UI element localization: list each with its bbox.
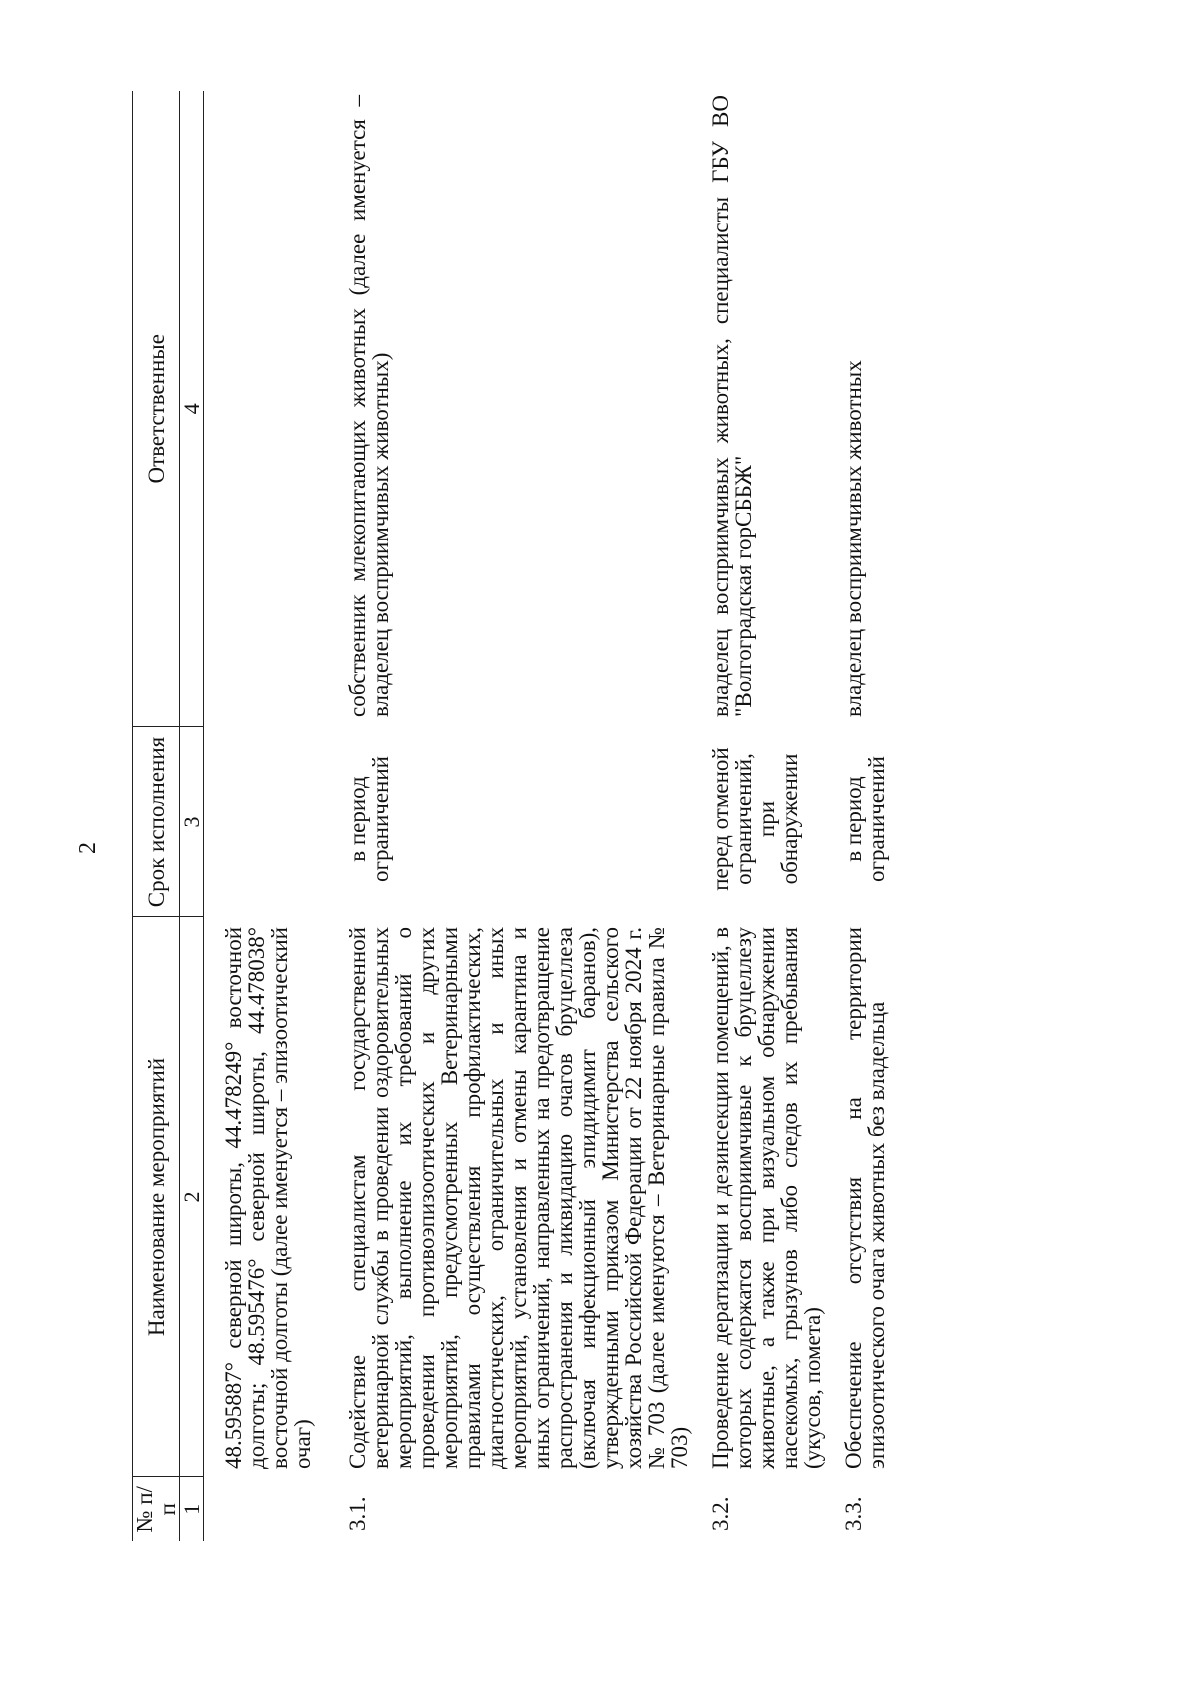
header-name: Наименование мероприятий [133, 917, 180, 1477]
row-responsible: владелец восприимчивых животных [841, 360, 867, 717]
row-responsible: владелец восприимчивых животных, специалисты ГБУ ВО "Волгоградская горСББЖ" [708, 95, 757, 717]
row-num: 3.1. [345, 1496, 371, 1531]
table-row [328, 91, 691, 1541]
row-term: перед отменой ограничений, при обнаружении [708, 747, 803, 891]
column-number: 1 [180, 1477, 204, 1541]
column-number-row [180, 91, 204, 1541]
row-name: Обеспечение отсутствия на территории эпизоотического очага животных без владельца [841, 927, 890, 1469]
page-number: 2 [75, 842, 101, 854]
row-name: Проведение дератизации и дезинсекции помещений, в которых содержатся восприимчивые к бруцеллезу животные, а также при визуальном обнаружении насекомых, грызунов либо следов их пребывания (укусов, помета) [708, 927, 826, 1469]
table-row [204, 91, 315, 1541]
row-num [204, 1477, 315, 1541]
column-number: 2 [180, 917, 204, 1477]
row-name: 48.595887° северной широты, 44.478249° восточной долготы; 48.595476° северной широты, 44.478038° восточной долготы (далее именуется – эпизоотический очаг) [221, 927, 316, 1469]
table-row [824, 91, 888, 1541]
row-term: в период ограничений [841, 756, 890, 882]
column-number: 3 [180, 727, 204, 917]
row-responsible: собственник млекопитающих животных (далее именуется – владелец восприимчивых животных) [345, 95, 394, 717]
header-num: № п/п [133, 1477, 180, 1541]
row-num: 3.2. [708, 1496, 734, 1531]
header-term: Срок исполнения [133, 727, 180, 917]
table-row [691, 91, 824, 1541]
row-name: Содействие специалистам государственной ветеринарной службы в проведении оздоровительных мероприятий, выполнение их требований о проведении противоэпизоотических и других мероприятий, предусмотренных Ветеринарными правилами осуществления профилактических, диагностических, ограничительных и иных мероприятий, установления и отмены карантина и иных ограничений, направленных на предотвращение распространения и ликвидацию очагов бруцеллеза (включая инфекционный эпидидимит баранов), утвержденными приказом Министерства сельского хозяйства Российской Федерации от 22 ноября 2024 г. № 703 (далее именуются – Ветеринарные правила № 703) [345, 927, 693, 1469]
row-term [204, 727, 315, 917]
row-term: в период ограничений [345, 756, 394, 882]
column-number: 4 [180, 91, 204, 727]
table-header-row [133, 91, 180, 1541]
measures-table [132, 91, 888, 1541]
header-responsible: Ответственные [133, 91, 180, 727]
row-responsible [204, 91, 315, 727]
row-num: 3.3. [841, 1496, 867, 1531]
